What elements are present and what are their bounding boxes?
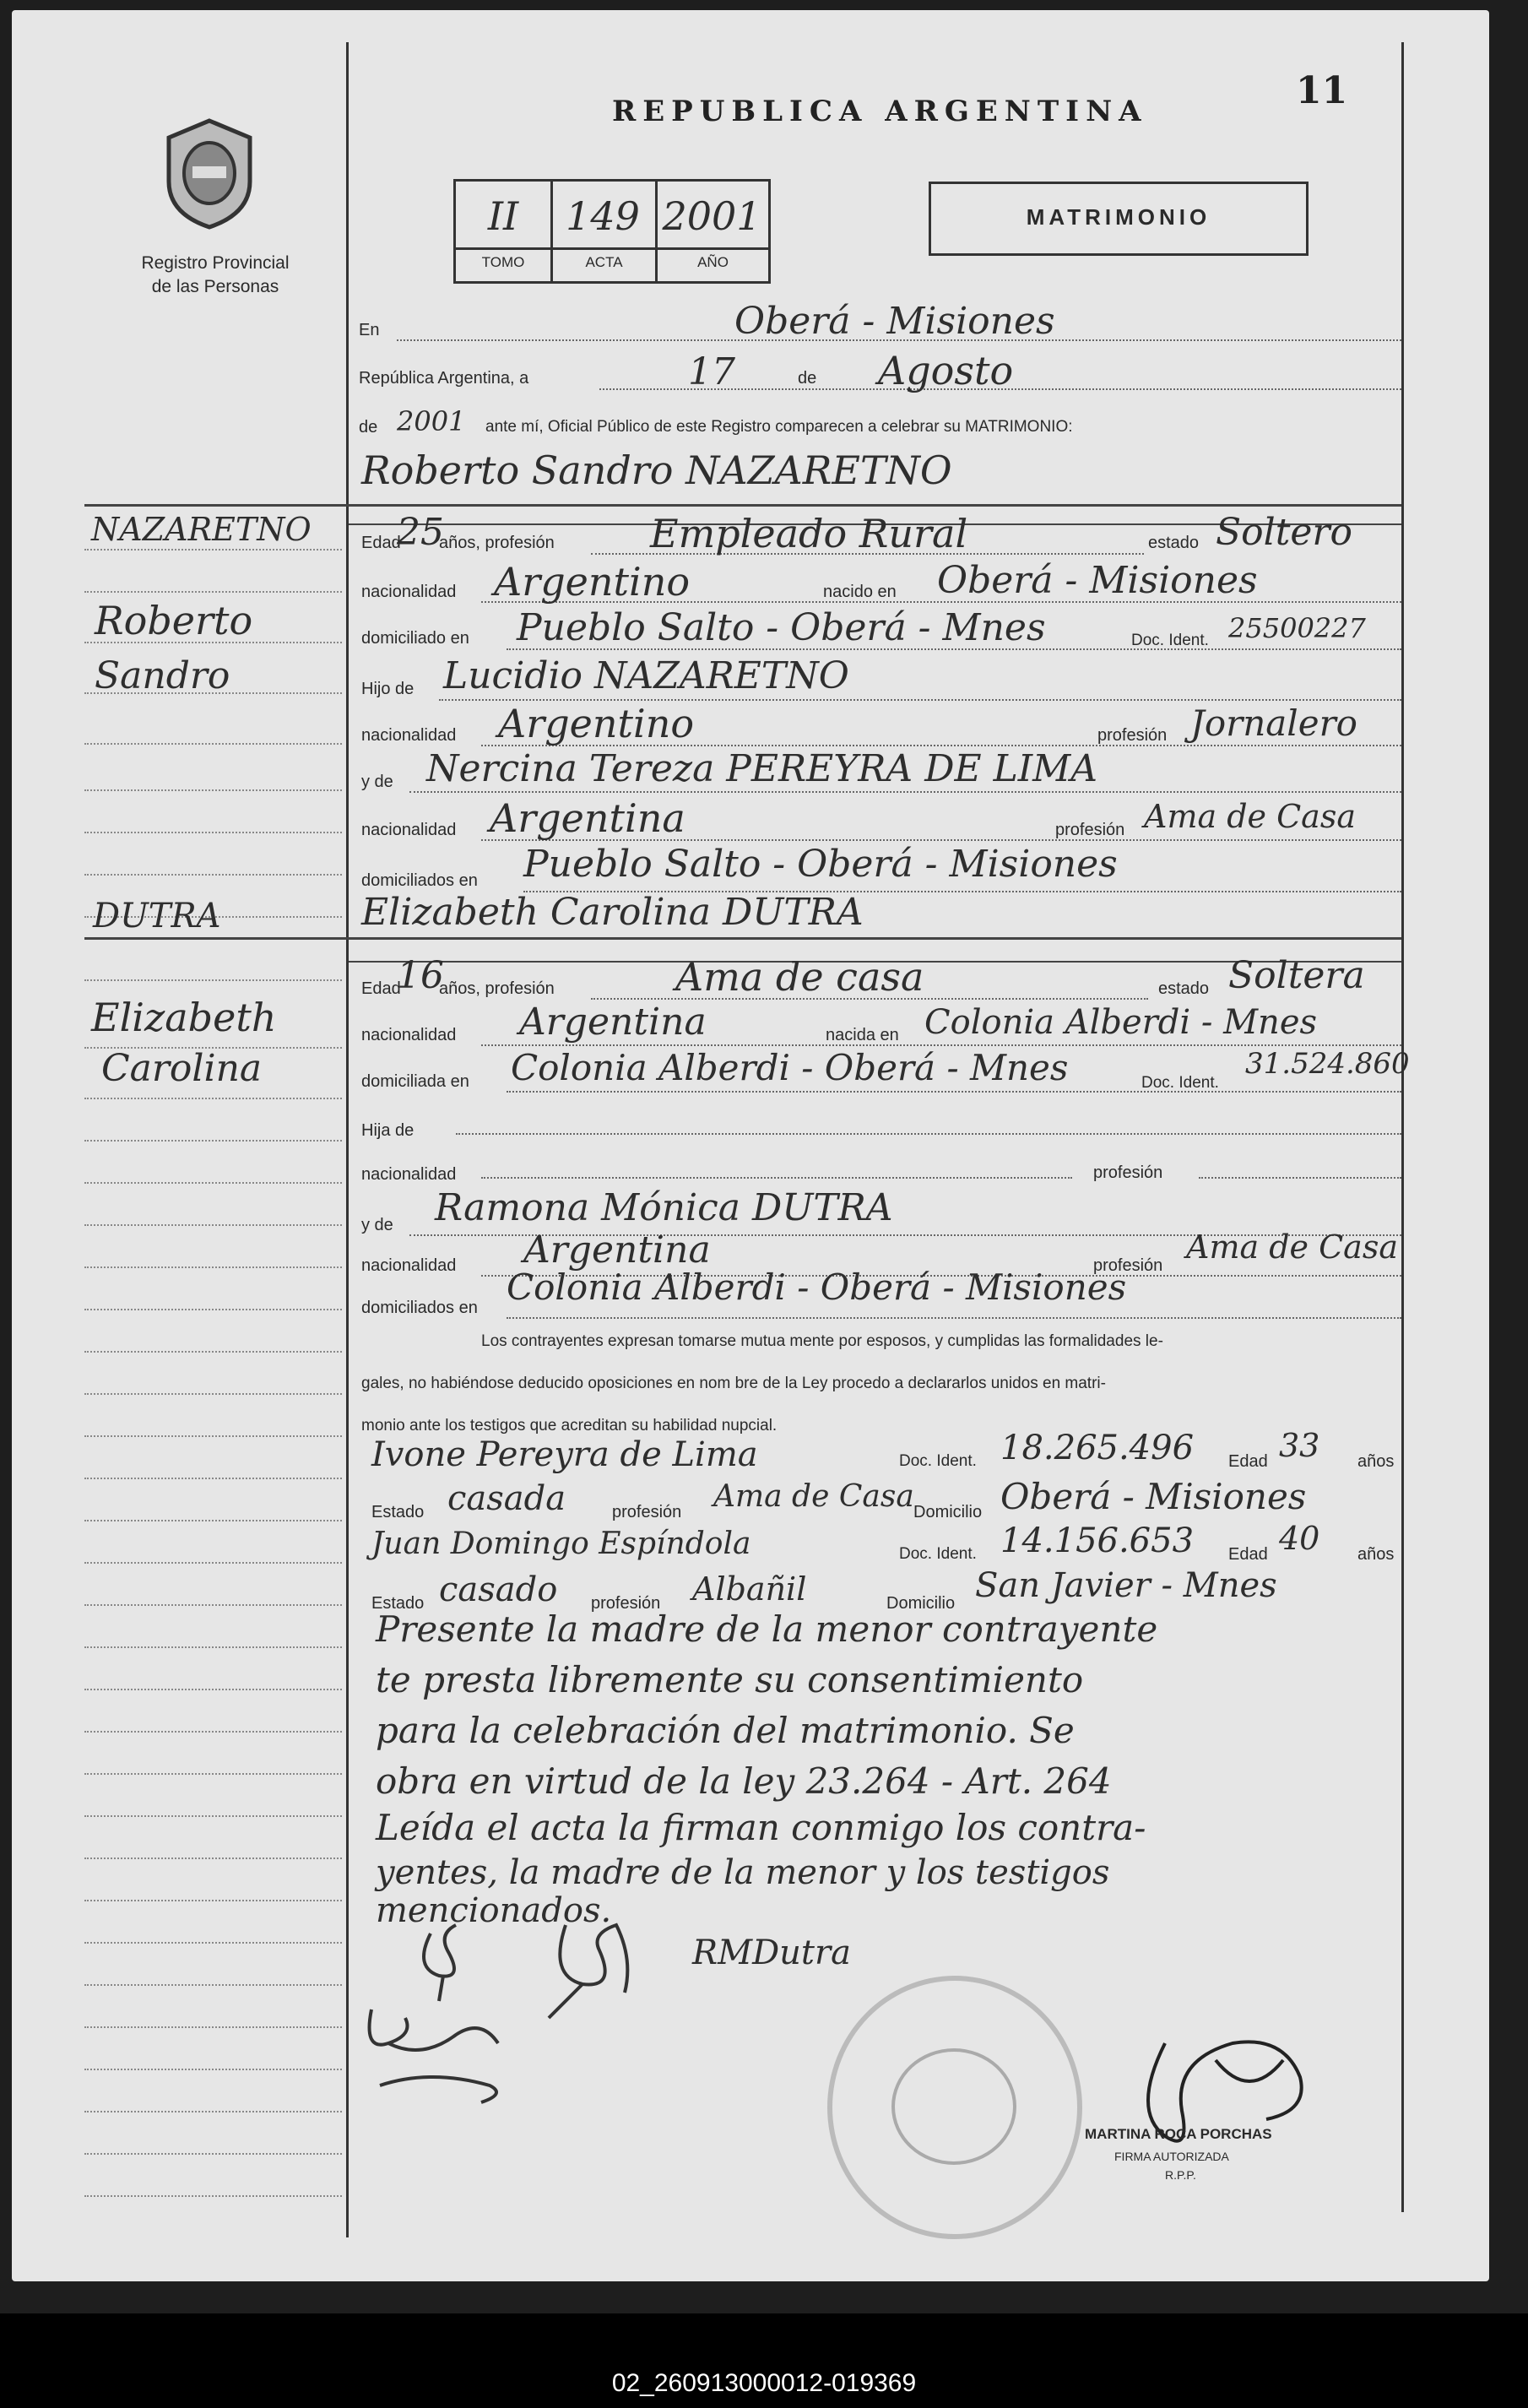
intro-place: Oberá - Misiones <box>734 300 1055 343</box>
bride-age: 16 <box>397 954 444 997</box>
declaration-line1: Los contrayentes expresan tomarse mutua mente por esposos, y cumplidas las formalidades le- <box>481 1332 1163 1350</box>
groom-domiciliado-label: domiciliado en <box>361 629 469 648</box>
bride-yde-label: y de <box>361 1216 393 1234</box>
margin-line <box>84 789 342 791</box>
notes-line3: para la celebración del matrimonio. Se <box>376 1710 1075 1751</box>
intro-de-label: de <box>798 369 817 388</box>
notes-line5: Leída el acta la firman conmigo los contra- <box>376 1807 1146 1848</box>
groom-father-nationality: Argentino <box>498 701 695 746</box>
bride-mother-nat-label: nacionalidad <box>361 1256 457 1275</box>
margin-line <box>84 1182 342 1184</box>
acta-label: ACTA <box>585 254 623 270</box>
bride-full-name: Elizabeth Carolina DUTRA <box>361 891 864 934</box>
scan-id-label: 02_260913000012-019369 <box>611 2369 917 2397</box>
bride-margin-given1: Elizabeth <box>91 995 277 1040</box>
bride-parents-dom-line <box>507 1317 1401 1319</box>
registry-name-line2: de las Personas <box>151 277 279 296</box>
witness1-edad-label: Edad <box>1228 1452 1268 1471</box>
margin-line <box>84 874 342 876</box>
witness1-domicile: Oberá - Misiones <box>1000 1476 1307 1517</box>
groom-father-prof-label: profesión <box>1097 726 1168 745</box>
groom-mother-profession: Ama de Casa <box>1144 798 1356 835</box>
left-margin-rule <box>346 42 349 2237</box>
bride-civil-status: Soltera <box>1228 954 1365 997</box>
groom-section-divider <box>84 504 1401 507</box>
intro-before-me-text: ante mí, Oficial Público de este Registro comparecen a celebrar su MATRIMONIO: <box>485 418 1073 436</box>
groom-yde-label: y de <box>361 773 393 791</box>
margin-line <box>84 1520 342 1521</box>
margin-line <box>84 1815 342 1817</box>
groom-mother-nationality: Argentina <box>490 795 685 841</box>
witness2-prof-label: profesión <box>591 1594 661 1613</box>
bride-nacida-label: nacida en <box>826 1026 899 1044</box>
page-number: 11 <box>1296 69 1348 112</box>
bride-margin-surname: DUTRA <box>93 897 221 936</box>
bride-birthplace: Colonia Alberdi - Mnes <box>924 1003 1318 1042</box>
witness1-profession: Ama de Casa <box>713 1479 914 1514</box>
notes-line4: obra en virtud de la ley 23.264 - Art. 264 <box>376 1760 1112 1802</box>
groom-civil-status: Soltero <box>1216 511 1352 554</box>
margin-line <box>84 1984 342 1986</box>
margin-line <box>84 1942 342 1944</box>
witness2-estado-label: Estado <box>371 1594 425 1613</box>
intro-day: 17 <box>688 350 735 393</box>
declaration-line3: monio ante los testigos que acreditan su habilidad nupcial. <box>361 1417 778 1434</box>
margin-line <box>84 1478 342 1479</box>
margin-line <box>84 2153 342 2155</box>
official-seal-stamp <box>827 1976 1082 2239</box>
witness2-profession: Albañil <box>692 1570 807 1608</box>
groom-profession: Empleado Rural <box>650 511 968 556</box>
witness2-doc: 14.156.653 <box>1000 1521 1195 1560</box>
groom-edad-label: Edad <box>361 534 401 552</box>
witness1-status: casada <box>447 1479 566 1518</box>
margin-line <box>84 832 342 833</box>
margin-line <box>84 1731 342 1733</box>
margin-line <box>84 1393 342 1395</box>
witness1-prof-label: profesión <box>612 1503 682 1521</box>
bride-hija-label: Hija de <box>361 1121 415 1140</box>
witness2-doc-label: Doc. Ident. <box>899 1545 977 1563</box>
margin-line <box>84 1858 342 1859</box>
bride-margin-given2: Carolina <box>101 1047 263 1090</box>
groom-father: Lucidio NAZARETNO <box>443 654 849 697</box>
groom-father-nat-label: nacionalidad <box>361 726 457 745</box>
margin-line <box>84 2026 342 2028</box>
groom-nacionalidad-label: nacionalidad <box>361 583 457 601</box>
bride-nationality-line <box>481 1044 1401 1046</box>
bride-father-nat-label: nacionalidad <box>361 1165 457 1184</box>
official-reg: R.P.P. <box>1165 2168 1196 2182</box>
groom-margin-given2: Sandro <box>95 654 230 697</box>
witness2-anos-label: años <box>1357 1545 1395 1564</box>
witness2-status: casado <box>439 1570 558 1609</box>
margin-line <box>84 1773 342 1775</box>
margin-line <box>84 1224 342 1226</box>
margin-line <box>84 1604 342 1606</box>
margin-line <box>84 1098 342 1099</box>
groom-margin-given1: Roberto <box>95 598 253 643</box>
bride-father-prof-line <box>1199 1177 1401 1179</box>
witness1-dom-label: Domicilio <box>913 1503 983 1521</box>
intro-de2-label: de <box>359 418 378 437</box>
signature-mother: RMDutra <box>692 1933 851 1972</box>
en-label: En <box>359 321 380 339</box>
margin-line <box>84 591 342 593</box>
witness2-domicile: San Javier - Mnes <box>975 1566 1277 1605</box>
groom-parents-dom-label: domiciliados en <box>361 871 478 890</box>
groom-full-name: Roberto Sandro NAZARETNO <box>361 447 952 493</box>
bride-anos-profesion-label: años, profesión <box>439 979 555 998</box>
notes-line6: yentes, la madre de la menor y los testigos <box>376 1853 1110 1892</box>
groom-estado-label: estado <box>1148 534 1200 552</box>
coat-of-arms-icon <box>159 114 260 232</box>
witness1-age: 33 <box>1279 1427 1320 1464</box>
margin-line <box>84 2195 342 2197</box>
groom-age: 25 <box>397 511 444 554</box>
margin-line <box>84 1562 342 1564</box>
bride-mother-profession: Ama de Casa <box>1186 1228 1398 1266</box>
groom-parents-domicile: Pueblo Salto - Oberá - Misiones <box>523 843 1118 886</box>
notes-line2: te presta libremente su consentimiento <box>376 1659 1084 1700</box>
country-title: REPUBLICA ARGENTINA <box>612 95 1148 128</box>
right-margin-rule <box>1401 42 1404 2212</box>
official-name: MARTINA ROCA PORCHAS <box>1085 2126 1272 2142</box>
margin-line <box>84 1435 342 1437</box>
groom-domicile: Pueblo Salto - Oberá - Mnes <box>517 606 1046 649</box>
notes-line7: mencionados. <box>376 1891 612 1930</box>
margin-line <box>84 743 342 745</box>
official-title: FIRMA AUTORIZADA <box>1114 2150 1229 2163</box>
bride-domiciliada-label: domiciliada en <box>361 1072 469 1091</box>
margin-line <box>84 1646 342 1648</box>
margin-line <box>84 979 342 981</box>
bride-parents-domicile: Colonia Alberdi - Oberá - Misiones <box>507 1266 1127 1308</box>
margin-line <box>84 2069 342 2070</box>
bride-nacionalidad-label: nacionalidad <box>361 1026 457 1044</box>
groom-nacido-label: nacido en <box>823 583 897 601</box>
groom-nationality: Argentino <box>494 559 691 605</box>
groom-father-profession: Jornalero <box>1190 702 1357 744</box>
act-type-box <box>929 182 1309 256</box>
witness2-age: 40 <box>1279 1520 1320 1557</box>
groom-doc-label: Doc. Ident. <box>1131 632 1209 649</box>
witness1-name: Ivone Pereyra de Lima <box>371 1435 758 1474</box>
tomo-acta-ano-box <box>453 179 771 284</box>
bride-section-divider <box>84 937 1401 940</box>
bride-profession: Ama de casa <box>675 954 924 1000</box>
tomo-label: TOMO <box>481 254 525 270</box>
groom-anos-profesion-label: años, profesión <box>439 534 555 552</box>
registry-name-line1: Registro Provincial <box>141 253 290 273</box>
signature-bride <box>355 1993 523 2111</box>
bride-mother: Ramona Mónica DUTRA <box>435 1186 893 1229</box>
bride-domicile-line <box>507 1091 1401 1093</box>
groom-mother-prof-label: profesión <box>1055 821 1125 839</box>
witness2-dom-label: Domicilio <box>886 1594 956 1613</box>
intro-year: 2001 <box>397 405 466 437</box>
margin-line <box>84 1309 342 1310</box>
margin-line <box>84 2111 342 2112</box>
groom-mother: Nercina Tereza PEREYRA DE LIMA <box>426 747 1098 790</box>
margin-line <box>84 549 342 550</box>
notes-line1: Presente la madre de la menor contrayente <box>376 1608 1158 1650</box>
witness1-doc: 18.265.496 <box>1000 1429 1195 1467</box>
ano-value: 2001 <box>662 193 761 239</box>
margin-line <box>84 1689 342 1690</box>
act-type-label: MATRIMONIO <box>1026 204 1211 230</box>
republica-label: República Argentina, a <box>359 369 529 388</box>
acta-value: 149 <box>566 193 640 239</box>
margin-line <box>84 1900 342 1901</box>
groom-margin-surname: NAZARETNO <box>91 511 312 548</box>
margin-line <box>84 1351 342 1353</box>
witness2-name: Juan Domingo Espíndola <box>371 1527 751 1561</box>
bride-doc: 31.524.860 <box>1245 1047 1410 1081</box>
groom-mother-nat-label: nacionalidad <box>361 821 457 839</box>
intro-month: Agosto <box>878 348 1014 393</box>
witness1-doc-label: Doc. Ident. <box>899 1452 977 1470</box>
bride-nationality: Argentina <box>519 1001 707 1044</box>
witness1-estado-label: Estado <box>371 1503 425 1521</box>
ano-label: AÑO <box>697 254 729 270</box>
tomo-value: II <box>487 193 519 239</box>
witness2-edad-label: Edad <box>1228 1545 1268 1564</box>
groom-hijo-label: Hijo de <box>361 680 415 698</box>
bride-domicile: Colonia Alberdi - Oberá - Mnes <box>511 1047 1069 1088</box>
margin-line <box>84 1266 342 1268</box>
bride-edad-label: Edad <box>361 979 401 998</box>
groom-mother-line <box>409 791 1401 793</box>
groom-doc: 25500227 <box>1228 612 1366 644</box>
declaration-line2: gales, no habiéndose deducido oposiciones en nom bre de la Ley procedo a declararlos unidos en matri- <box>361 1375 1106 1392</box>
bride-father-nat-line <box>481 1177 1072 1179</box>
bride-mother-prof-label: profesión <box>1093 1256 1163 1275</box>
witness1-anos-label: años <box>1357 1452 1395 1471</box>
bride-mother-nationality: Argentina <box>523 1228 711 1272</box>
groom-birthplace: Oberá - Misiones <box>937 559 1258 602</box>
signature-witness2 <box>532 1908 667 2026</box>
margin-line <box>84 1140 342 1142</box>
bride-father-prof-label: profesión <box>1093 1163 1163 1182</box>
bride-parents-dom-label: domiciliados en <box>361 1299 478 1317</box>
bride-estado-label: estado <box>1158 979 1210 998</box>
bride-father-line <box>456 1133 1401 1135</box>
bride-doc-label: Doc. Ident. <box>1141 1074 1219 1092</box>
